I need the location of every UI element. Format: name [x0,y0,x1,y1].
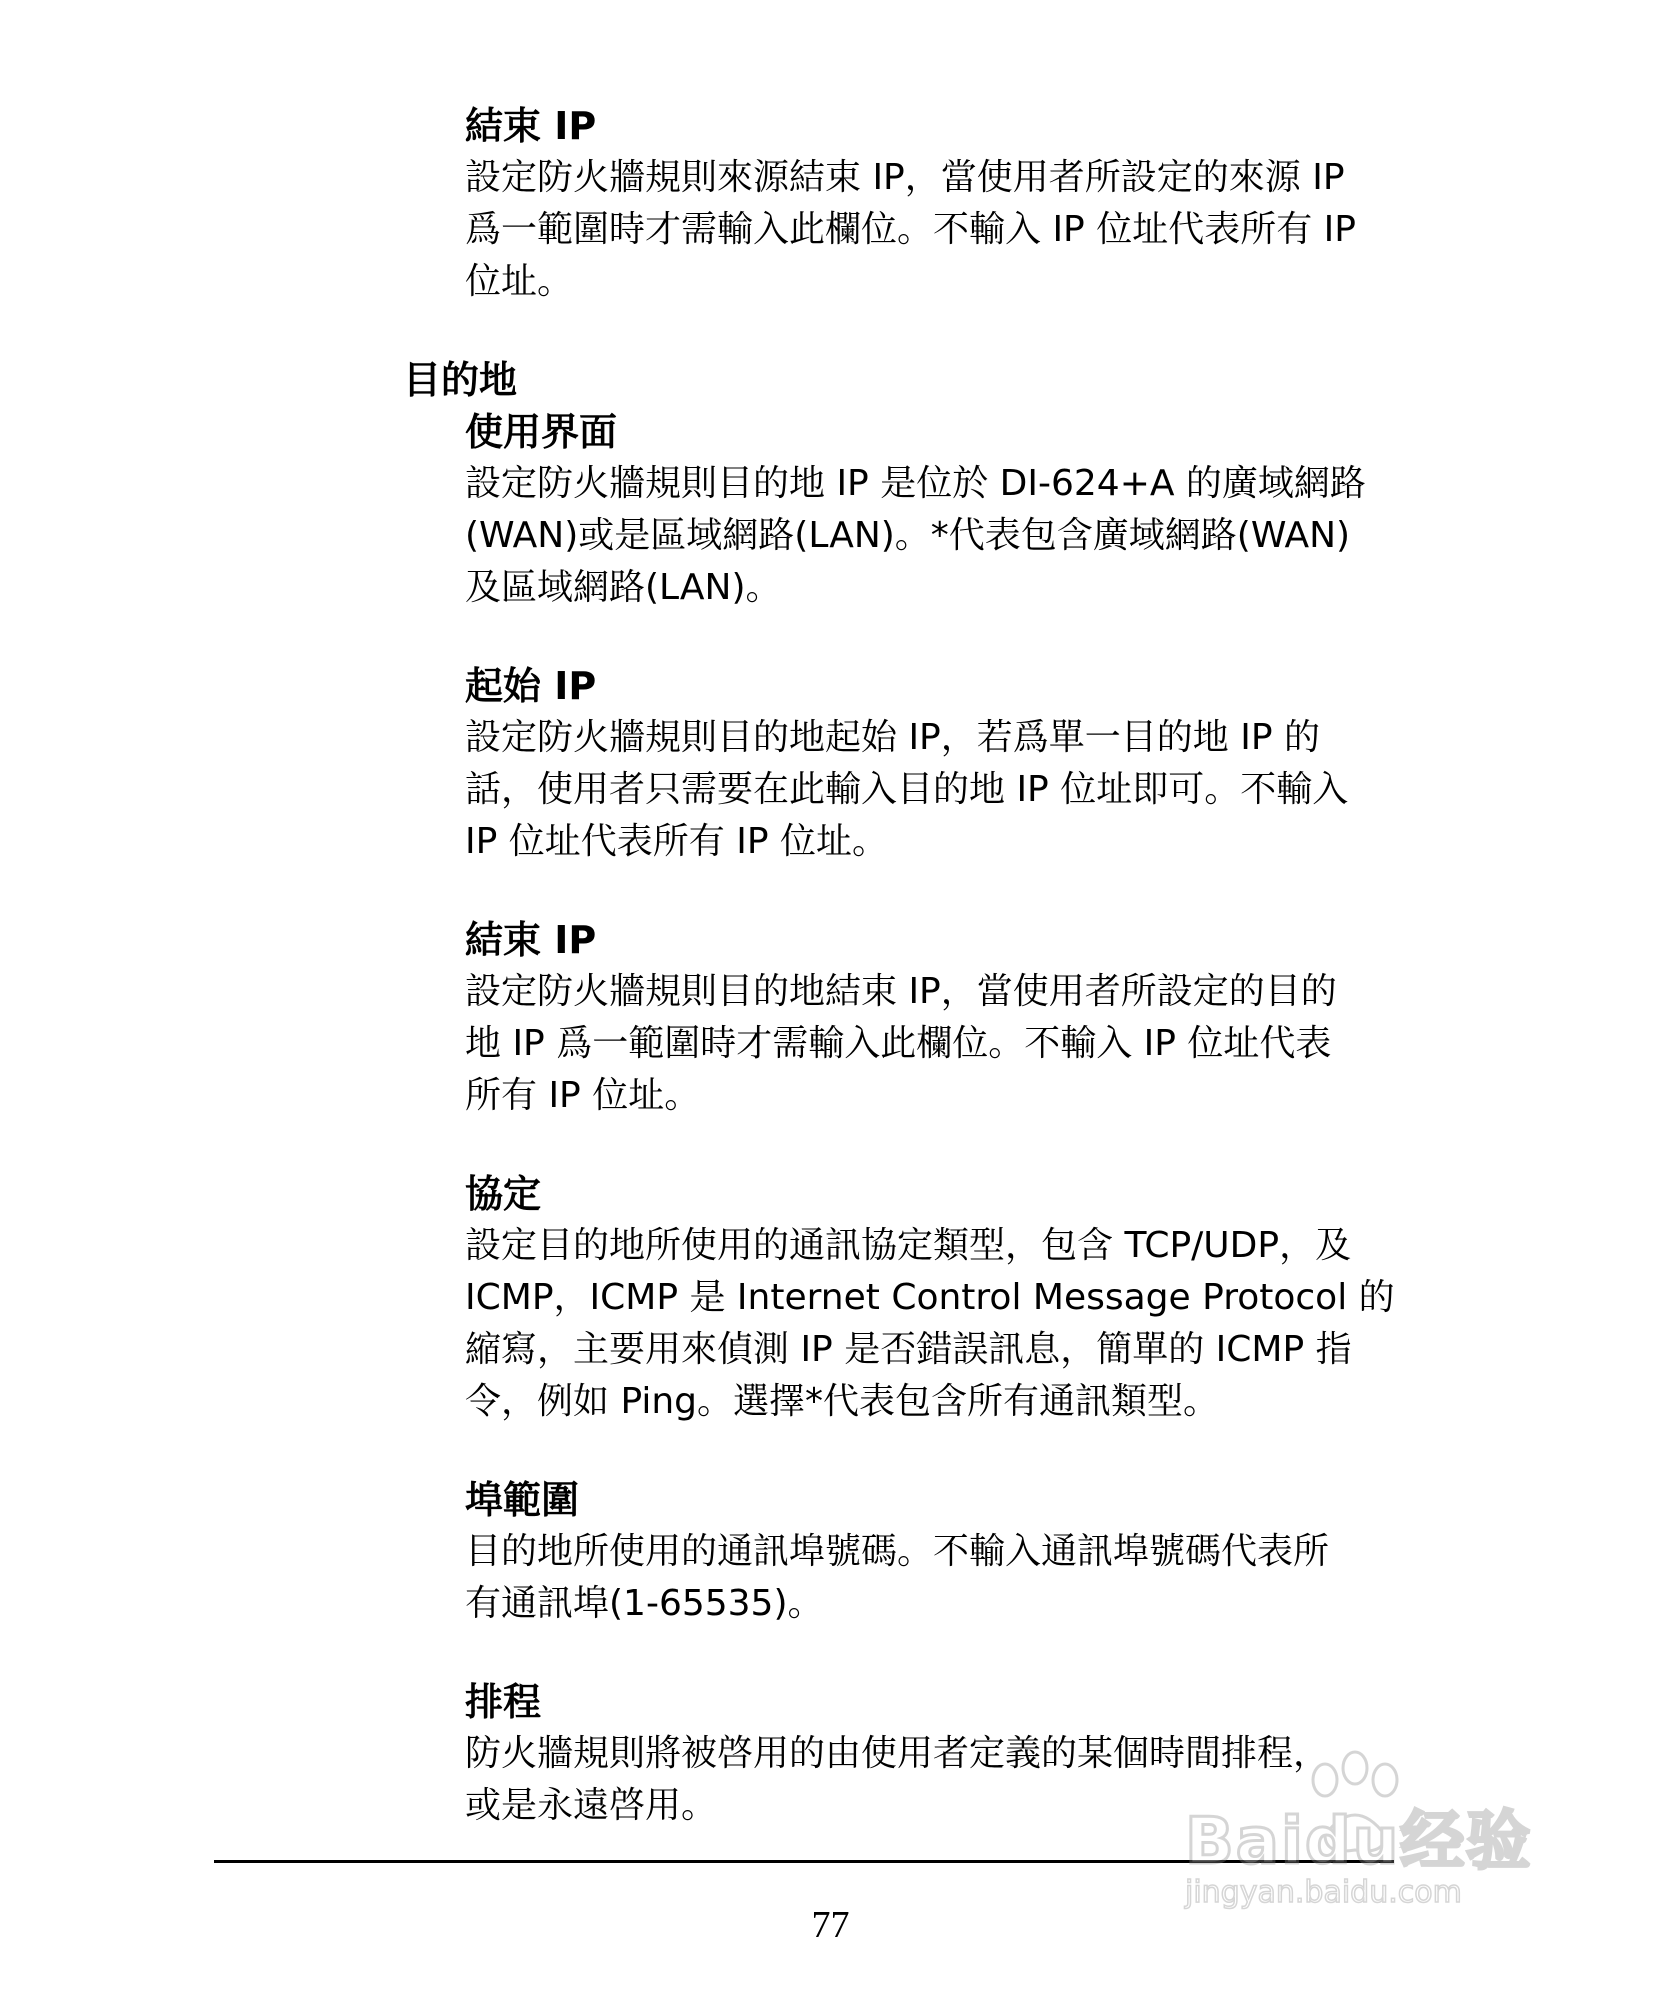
interface-block [465,406,1475,614]
end-ip-heading: 結束 IP [465,918,597,962]
port-range-block [465,1474,1475,1630]
start-ip-block [465,660,1475,868]
port-range-heading: 埠範圍 [465,1478,580,1522]
source-end-ip-text: 設定防火牆規則來源結束 IP，當使用者所設定的來源 IP 爲一範圍時才需輸入此欄位。不輸入 IP 位址代表所有 IP 位址。 [465,157,1356,302]
source-end-ip-heading: 結束 IP [465,104,597,148]
destination-heading: 目的地 [403,358,518,402]
interface-heading: 使用界面 [465,410,618,454]
port-range-text: 目的地所使用的通訊埠號碼。不輸入通訊埠號碼代表所 有通訊埠(1-65535)。 [465,1531,1330,1624]
source-end-ip-block [465,100,1475,308]
schedule-text: 防火牆規則將被啓用的由使用者定義的某個時間排程， 或是永遠啓用。 [465,1733,1330,1826]
page-number: 77 [811,1904,850,1946]
baidu-watermark [1165,1750,1565,1920]
protocol-text: 設定目的地所使用的通訊協定類型，包含 TCP/UDP，及 ICMP，ICMP 是 Internet Control Message Protocol 的 縮寫，主要用來偵測 IP 是否錯誤訊息，簡單的 ICMP 指 令，例如 Ping。選擇*代表包含所有通訊類型。 [465,1225,1395,1422]
start-ip-heading: 起始 IP [465,664,597,708]
end-ip-block [465,914,1475,1122]
watermark-url: jingyan.baidu.com [1185,1875,1462,1910]
interface-text: 設定防火牆規則目的地 IP 是位於 DI-624+A 的廣域網路 (WAN)或是區域網路(LAN)。*代表包含廣域網路(WAN) 及區域網路(LAN)。 [465,463,1366,608]
protocol-heading: 協定 [465,1172,542,1216]
watermark-brand: Baidu经验 [1185,1805,1533,1879]
schedule-heading: 排程 [465,1680,542,1724]
end-ip-text: 設定防火牆規則目的地結束 IP，當使用者所設定的目的 地 IP 爲一範圍時才需輸入此欄位。不輸入 IP 位址代表 所有 IP 位址。 [465,971,1337,1116]
protocol-block [465,1168,1475,1428]
start-ip-text: 設定防火牆規則目的地起始 IP，若爲單一目的地 IP 的 話，使用者只需要在此輸入目的地 IP 位址即可。不輸入 IP 位址代表所有 IP 位址。 [465,717,1349,862]
